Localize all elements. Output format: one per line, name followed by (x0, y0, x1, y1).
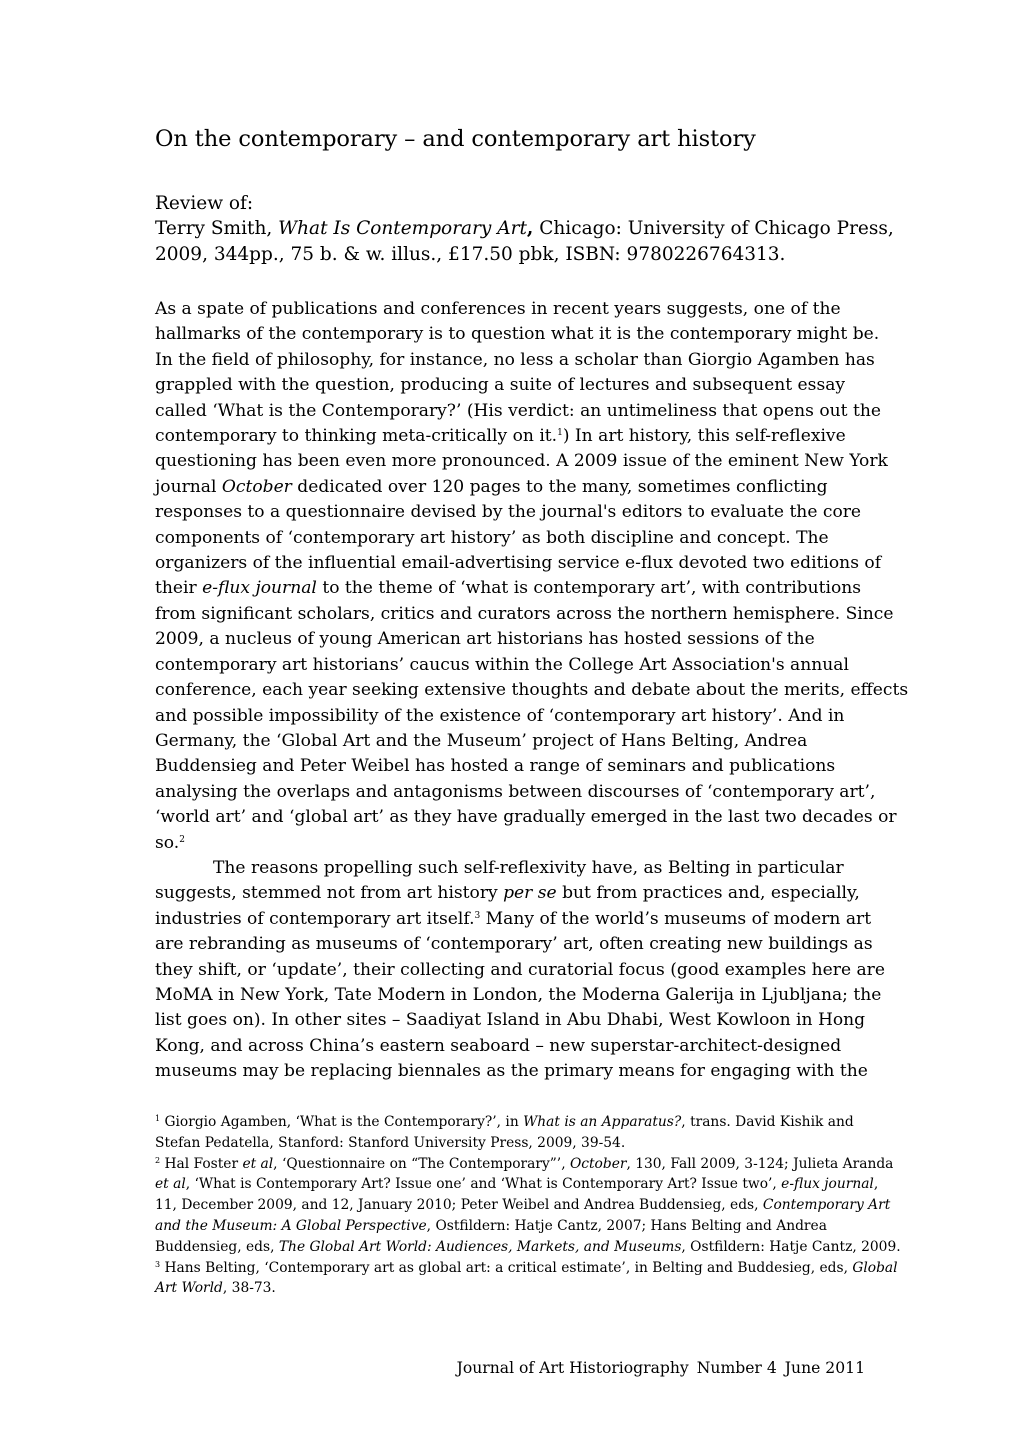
italic-per-se: per se (503, 883, 557, 904)
citation-author: Terry Smith, (155, 218, 279, 240)
body-line (155, 907, 875, 932)
citation-line-1 (155, 216, 894, 241)
body-line: called ‘What is the Contemporary?’ (His verdict: an untimeliness that opens out the (155, 400, 881, 421)
body-text: journal (155, 476, 222, 497)
citation-comma: , (526, 218, 534, 240)
footnote-text: , 130, Fall 2009, 3-124; Julieta Aranda (626, 1155, 894, 1172)
footnote-italic: Art World (155, 1280, 223, 1297)
body-line: 2009, a nucleus of young American art historians has hosted sessions of the (155, 629, 815, 650)
body-text: suggests, stemmed not from art history (155, 883, 504, 904)
body-line: they shift, or ‘update’, their collecting and curatorial focus (good examples here are (155, 959, 885, 980)
footnote-italic: What is an Apparatus? (523, 1114, 682, 1130)
body-line: responses to a questionnaire devised by the journal's editors to evaluate the core (155, 502, 862, 523)
footnote-number-3: 3 (155, 1259, 161, 1269)
footer-number: Number 4 (696, 1359, 777, 1377)
body-line: MoMA in New York, Tate Modern in London, the Moderna Galerija in Ljubljana; the (155, 984, 882, 1005)
footnote-2-line (155, 1174, 879, 1195)
journal-title-october: October (221, 476, 292, 497)
body-line: ‘world art’ and ‘global art’ as they have gradually emerged in the last two decades or (155, 807, 897, 828)
body-line (155, 424, 875, 449)
body-line: list goes on). In other sites – Saadiyat Island in Abu Dhabi, West Kowloon in Hong (155, 1010, 866, 1031)
footnote-text: , Ostfildern: Hatje Cantz, 2007; Hans Belting and Andrea (426, 1217, 827, 1234)
footnote-2-line (155, 1154, 894, 1175)
body-text: dedicated over 120 pages to the many, sometimes conflicting (291, 476, 828, 497)
footnote-text: , trans. David Kishik and (681, 1114, 854, 1130)
body-line: conference, each year seeking extensive thoughts and debate about the merits, effects (155, 680, 909, 701)
body-line (155, 881, 875, 906)
body-text: contemporary to thinking meta-critically on it. (155, 426, 558, 447)
footnote-text: , ‘Questionnaire on “The Contemporary”’, (273, 1155, 570, 1172)
footnotes (155, 1112, 901, 1299)
footnote-ref-3[interactable]: 3 (474, 910, 481, 921)
body-text: ) In art history, this self-reflexive (562, 426, 846, 447)
body-text: to the theme of ‘what is contemporary art’, with contributions (316, 578, 862, 599)
body-line: grappled with the question, producing a suite of lectures and subsequent essay (155, 375, 846, 396)
footnote-text: Hal Foster (160, 1155, 243, 1172)
paragraph-indent-line: The reasons propelling such self-reflexivity have, as Belting in particular (213, 857, 844, 878)
body-line: Buddensieg and Peter Weibel has hosted a range of seminars and publications (155, 756, 836, 777)
footnote-2-line (155, 1237, 901, 1258)
body-line: As a spate of publications and conferences in recent years suggests, one of the (155, 299, 841, 319)
body-line: contemporary art historians’ caucus within the College Art Association's annual (155, 654, 849, 675)
body-line (155, 576, 875, 601)
citation-publisher: Chicago: University of Chicago Press, (533, 218, 894, 240)
footnote-italic: et al (242, 1155, 274, 1172)
citation-line-2: 2009, 344pp., 75 b. & w. illus., £17.50 pbk, ISBN: 9780226764313. (155, 243, 786, 265)
footnote-italic: e-flux journal (781, 1176, 874, 1193)
footnote-text: 11, December 2009, and 12, January 2010; Peter Weibel and Andrea Buddensieg, eds, (155, 1197, 763, 1214)
footnote-italic: and the Museum: A Global Perspective (155, 1217, 427, 1234)
body-line: questioning has been even more pronounced. A 2009 issue of the eminent New York (155, 451, 888, 472)
footnote-3-line (155, 1258, 898, 1279)
body-text: Many of the world’s museums of modern art (480, 908, 872, 929)
footnote-ref-1[interactable]: 1 (557, 428, 563, 439)
review-label: Review of: (155, 193, 254, 214)
body-line: hallmarks of the contemporary is to question what it is the contemporary might be. (155, 324, 880, 345)
footnote-number-2: 2 (155, 1155, 161, 1165)
article-title: On the contemporary – and contemporary art history (155, 126, 756, 152)
footnote-italic: Contemporary Art (762, 1197, 891, 1214)
footnote-italic: Global (852, 1259, 898, 1276)
footnote-1-line (155, 1112, 875, 1133)
footnote-italic: October (569, 1155, 627, 1172)
body-line (155, 831, 875, 856)
body-text: industries of contemporary art itself. (155, 908, 475, 929)
body-line: Kong, and across China’s eastern seaboard – new superstar-architect-designed (155, 1035, 842, 1056)
footnote-3-line (155, 1278, 875, 1299)
body-line: organizers of the influential email-advertising service e-flux devoted two editions of (155, 553, 882, 574)
body-line: are rebranding as museums of ‘contemporary’ art, often creating new buildings as (155, 934, 873, 955)
footnote-text: Hans Belting, ‘Contemporary art as global art: a critical estimate’, in Belting and Buddesieg, eds, (160, 1259, 853, 1276)
footnote-1-line: Stefan Pedatella, Stanford: Stanford University Press, 2009, 39-54. (155, 1134, 626, 1151)
body-line: from significant scholars, critics and curators across the northern hemisphere. Since (155, 603, 894, 624)
footnote-italic: The Global Art World: Audiences, Markets, and Museums (278, 1238, 682, 1255)
page-footer (457, 1359, 865, 1377)
footnote-text: , (873, 1176, 879, 1193)
journal-title-eflux: e-flux journal (202, 578, 317, 599)
footnote-text: Buddensieg, eds, (155, 1238, 279, 1255)
footnote-2-line (155, 1195, 891, 1216)
body-text: so. (155, 832, 180, 853)
body-line: In the field of philosophy, for instance, no less a scholar than Giorgio Agamben has (155, 349, 875, 370)
footer-date: June 2011 (784, 1359, 865, 1377)
body-line: museums may be replacing biennales as the primary means for engaging with the (155, 1061, 868, 1082)
body-line: analysing the overlaps and antagonisms between discourses of ‘contemporary art’, (155, 781, 876, 802)
footnote-italic: et al (155, 1176, 186, 1193)
body-line: Germany, the ‘Global Art and the Museum’ project of Hans Belting, Andrea (155, 730, 808, 751)
article-body (155, 297, 909, 1085)
footnote-2-line (155, 1216, 875, 1237)
footnote-text: , 38-73. (222, 1280, 276, 1297)
footnote-text: , Ostfildern: Hatje Cantz, 2009. (681, 1238, 901, 1255)
citation-book-title: What Is Contemporary Art (278, 218, 527, 240)
review-citation (155, 191, 894, 267)
footnote-text: Giorgio Agamben, ‘What is the Contemporary?’, in (160, 1114, 524, 1130)
footer-journal: Journal of Art Historiography (456, 1359, 689, 1377)
footnote-number-1: 1 (155, 1114, 161, 1123)
body-line (155, 475, 875, 500)
footnote-text: , ‘What is Contemporary Art? Issue one’ and ‘What is Contemporary Art? Issue two’, (185, 1176, 782, 1193)
footnote-ref-2[interactable]: 2 (179, 834, 185, 845)
body-text: their (155, 578, 203, 599)
body-text: but from practices and, especially, (556, 883, 860, 904)
body-line: components of ‘contemporary art history’ as both discipline and concept. The (155, 527, 829, 548)
body-line: and possible impossibility of the existence of ‘contemporary art history’. And in (155, 705, 845, 726)
